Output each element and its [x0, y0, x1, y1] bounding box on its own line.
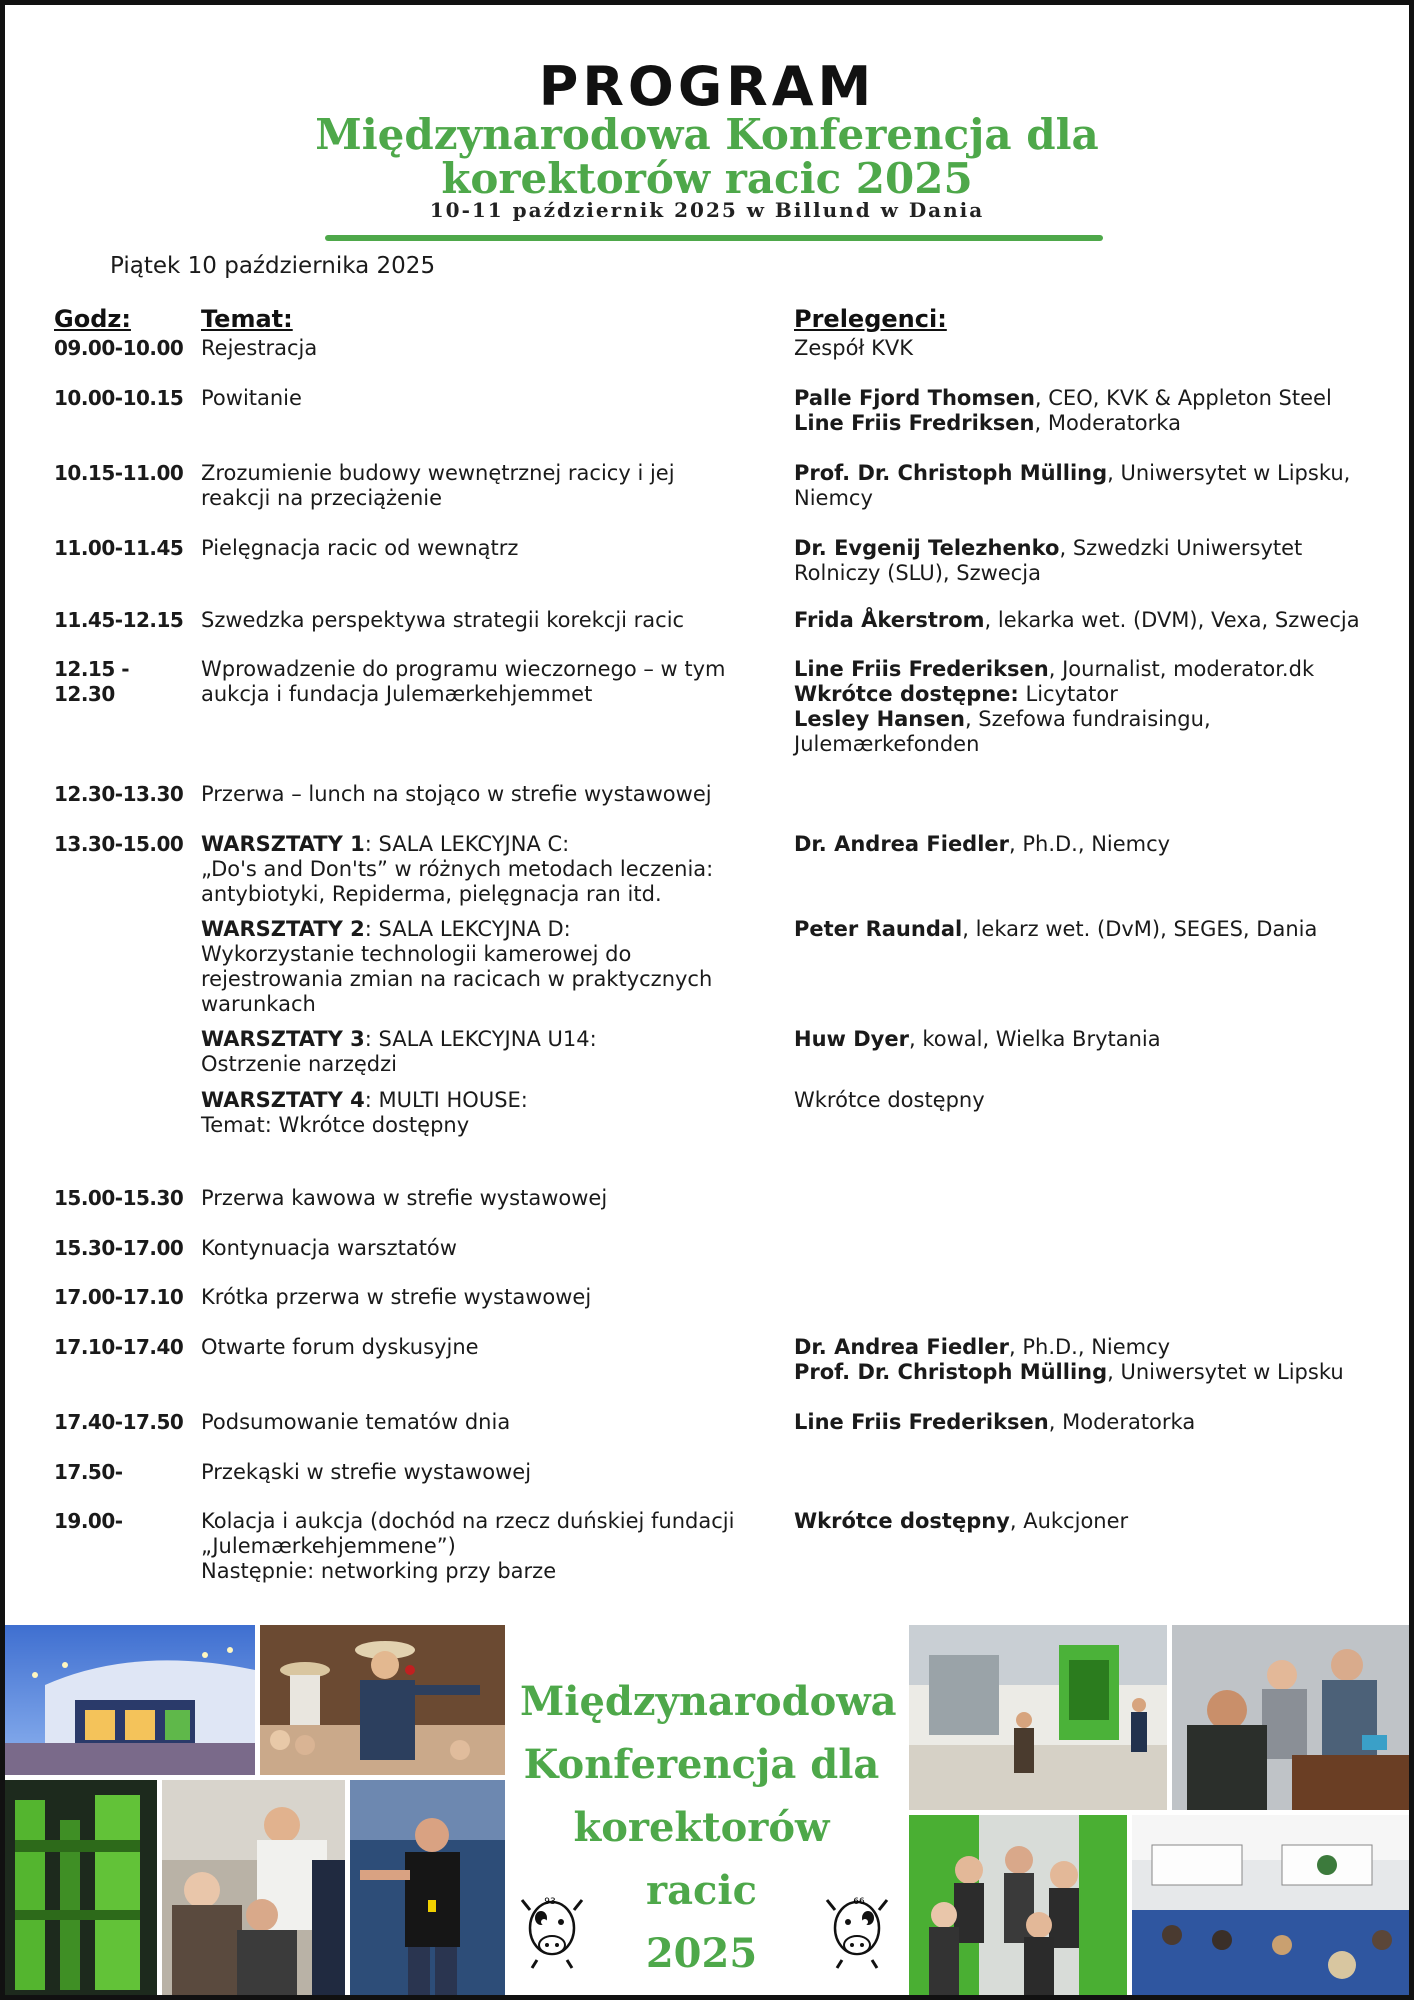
speaker-line [794, 336, 1404, 361]
speaker-name: Frida Åkerstrom [794, 608, 985, 632]
row-topic [201, 336, 771, 361]
row-topic [201, 782, 771, 807]
topic-line: reakcji na przeciążenie [201, 486, 443, 510]
row-topic [201, 1410, 771, 1435]
topic-line: „Julemærkehjemmene”) [201, 1534, 456, 1558]
speaker-affiliation: , Journalist, moderator.dk [1048, 657, 1315, 681]
row-topic [201, 1285, 771, 1310]
workshop-room: : SALA LEKCYJNA D: [364, 917, 571, 941]
workshop-description-line: Wykorzystanie technologii kamerowej do [201, 942, 632, 966]
row-topic [201, 536, 771, 561]
speaker-line [794, 1360, 1404, 1385]
row-time: 19.00- [54, 1509, 123, 1533]
topic-line: Wprowadzenie do programu wieczornego – w tym [201, 657, 726, 681]
workshop-description-line: „Do's and Don'ts” w różnych metodach leczenia: [201, 857, 714, 881]
speaker-name: Dr. Andrea Fiedler [794, 832, 1010, 856]
row-topic [201, 1236, 771, 1261]
workshop-speaker [794, 1027, 1404, 1052]
speaker-line [794, 1509, 1404, 1534]
speaker-name: Wkrótce dostępny [794, 1509, 1010, 1533]
row-speakers [794, 461, 1404, 511]
row-speakers [794, 657, 1404, 757]
row-time: 09.00-10.00 [54, 336, 184, 360]
exhibition-hall-photo [909, 1625, 1167, 1810]
speaker-name: Prof. Dr. Christoph Mülling [794, 1360, 1108, 1384]
speaker-name: Prof. Dr. Christoph Mülling [794, 461, 1108, 485]
workshop-description-line: Ostrzenie narzędzi [201, 1052, 397, 1076]
workshop-2 [201, 917, 771, 1017]
speaker-line [794, 707, 1404, 732]
speaker-affiliation: , Aukcjoner [1009, 1509, 1129, 1533]
row-topic [201, 608, 771, 633]
speaker-name: Huw Dyer [794, 1027, 909, 1051]
speaker-name: Dr. Andrea Fiedler [794, 1335, 1010, 1359]
workshop-heading [201, 1027, 771, 1052]
workshop-description-line: Temat: Wkrótce dostępny [201, 1113, 470, 1137]
row-speakers [794, 1410, 1404, 1435]
speaker-line [794, 1410, 1404, 1435]
workshop-heading [201, 917, 771, 942]
topic-line: Krótka przerwa w strefie wystawowej [201, 1285, 592, 1309]
speaker-affiliation: , Ph.D., Niemcy [1009, 832, 1171, 856]
speaker-line [794, 461, 1404, 486]
topic-line: Rejestracja [201, 336, 318, 360]
speaker-line [794, 561, 1404, 586]
speaker-name: Line Friis Frederiksen [794, 1410, 1049, 1434]
topic-line: Przerwa – lunch na stojąco w strefie wystawowej [201, 782, 712, 806]
speaker-line [794, 1335, 1404, 1360]
row-topic [201, 657, 771, 707]
speaker-name: Line Friis Frederiksen [794, 657, 1049, 681]
cow-mascot-icon [517, 1890, 587, 1970]
row-time: 15.00-15.30 [54, 1186, 184, 1210]
column-header-topic: Temat: [201, 305, 293, 333]
speaker-name: Lesley Hansen [794, 707, 965, 731]
conference-title-line-1: Międzynarodowa Konferencja dla [315, 110, 1099, 159]
speaker-affiliation: Niemcy [794, 486, 873, 510]
workshop-heading [201, 832, 771, 857]
speaker-line [794, 536, 1404, 561]
row-speakers [794, 1509, 1404, 1534]
row-time: 17.00-17.10 [54, 1285, 184, 1309]
workshop-4 [201, 1088, 771, 1138]
row-topic [201, 1460, 771, 1485]
row-time: 10.00-10.15 [54, 386, 184, 410]
speaker-affiliation: , Szefowa fundraisingu, [964, 707, 1211, 731]
conference-title [5, 110, 1409, 203]
speaker-affiliation: Zespół KVK [794, 336, 913, 360]
speaker-affiliation: , CEO, KVK & Appleton Steel [1034, 386, 1332, 410]
speaker-name: Peter Raundal [794, 917, 963, 941]
column-header-speakers: Prelegenci: [794, 305, 947, 333]
venue-photo [5, 1625, 255, 1775]
row-topic [201, 1186, 771, 1211]
speaker-affiliation: , kowal, Wielka Brytania [908, 1027, 1161, 1051]
hoof-trimming-demo-photo [1172, 1625, 1409, 1810]
workshop-speaker [794, 917, 1404, 942]
topic-line: Przekąski w strefie wystawowej [201, 1460, 532, 1484]
row-time: 17.40-17.50 [54, 1410, 184, 1434]
row-speakers [794, 336, 1404, 361]
workshop-name: WARSZTATY 2 [201, 917, 365, 941]
header-divider [325, 235, 1103, 241]
workshop-1 [201, 832, 771, 907]
topic-line: Szwedzka perspektywa strategii korekcji racic [201, 608, 685, 632]
banner-line-1: Międzynarodowa [520, 1678, 897, 1725]
row-time: 17.10-17.40 [54, 1335, 184, 1359]
row-speakers [794, 536, 1404, 586]
banner-line-4: 2025 [645, 1930, 758, 1977]
topic-line: Kolacja i aukcja (dochód na rzecz duńskiej fundacji [201, 1509, 735, 1533]
workshop-room: : SALA LEKCYJNA C: [364, 832, 570, 856]
row-time: 17.50- [54, 1460, 123, 1484]
workshop-room: : MULTI HOUSE: [364, 1088, 528, 1112]
speaker-line [794, 682, 1404, 707]
row-time: 10.15-11.00 [54, 461, 184, 485]
speaker-affiliation: Julemærkefonden [794, 732, 980, 756]
workshop-description-line: warunkach [201, 992, 316, 1016]
workshop-speaker [794, 1088, 1404, 1113]
row-speakers [794, 1335, 1404, 1385]
topic-line: Zrozumienie budowy wewnętrznej racicy i jej [201, 461, 675, 485]
row-time: 12.30-13.30 [54, 782, 184, 806]
workshop-description-line: antybiotyki, Repiderma, pielęgnacja ran itd. [201, 882, 662, 906]
row-time: 12.15 - 12.30 [54, 657, 130, 706]
day-label: Piątek 10 października 2025 [110, 253, 436, 279]
workshop-3 [201, 1027, 771, 1077]
topic-line: Otwarte forum dyskusyjne [201, 1335, 479, 1359]
program-page [5, 5, 1409, 1995]
lecture-hall-photo [1132, 1815, 1409, 1995]
team-celebration-photo [909, 1815, 1127, 1995]
speaker-affiliation: Wkrótce dostępny [794, 1088, 985, 1112]
equipment-photo [5, 1780, 157, 1995]
workshop-name: WARSZTATY 3 [201, 1027, 365, 1051]
row-time: 15.30-17.00 [54, 1236, 184, 1260]
speaker-affiliation: , Ph.D., Niemcy [1009, 1335, 1171, 1359]
workshop-room: : SALA LEKCYJNA U14: [364, 1027, 597, 1051]
speaker-affiliation: , lekarz wet. (DvM), SEGES, Dania [962, 917, 1318, 941]
speaker-name: Wkrótce dostępne: [794, 682, 1019, 706]
conference-date: 10-11 październik 2025 w Billund w Dania [429, 198, 985, 222]
workshop-name: WARSZTATY 1 [201, 832, 365, 856]
row-topic [201, 1509, 771, 1584]
speaker-affiliation: , Szwedzki Uniwersytet [1059, 536, 1303, 560]
row-topic [201, 1335, 771, 1360]
speaker-affiliation: Rolniczy (SLU), Szwecja [794, 561, 1041, 585]
row-topic [201, 461, 771, 511]
speaker-name: Dr. Evgenij Telezhenko [794, 536, 1060, 560]
speaker-line [794, 386, 1404, 411]
topic-line: aukcja i fundacja Julemærkehjemmet [201, 682, 593, 706]
speaker-line [794, 608, 1404, 633]
cow-tag-left: 93 [544, 1897, 556, 1907]
workshop-speaker [794, 832, 1404, 857]
speaker-affiliation: , Uniwersytet w Lipsku [1107, 1360, 1344, 1384]
speaker-affiliation: , Moderatorka [1048, 1410, 1196, 1434]
cow-mascot-icon [822, 1890, 892, 1970]
speaker-cowboy-photo [260, 1625, 505, 1775]
program-title: PROGRAM [538, 55, 876, 118]
column-header-time: Godz: [54, 305, 131, 333]
row-speakers [794, 386, 1404, 436]
speaker-line [794, 486, 1404, 511]
workshop-description-line: rejestrowania zmian na racicach w praktycznych [201, 967, 713, 991]
topic-line: Pielęgnacja racic od wewnątrz [201, 536, 519, 560]
row-time: 13.30-15.00 [54, 832, 184, 856]
speaker-name: Palle Fjord Thomsen [794, 386, 1035, 410]
cow-tag-right: 66 [853, 1897, 865, 1907]
banner-line-2: Konferencja dla [523, 1741, 880, 1788]
topic-line: Przerwa kawowa w strefie wystawowej [201, 1186, 608, 1210]
workshop-discussion-photo [162, 1780, 345, 1995]
topic-line: Podsumowanie tematów dnia [201, 1410, 511, 1434]
speaker-affiliation: Licytator [1018, 682, 1118, 706]
presenter-photo [350, 1780, 505, 1995]
speaker-line [794, 411, 1404, 436]
speaker-name: Line Friis Fredriksen [794, 411, 1035, 435]
speaker-affiliation: , Moderatorka [1034, 411, 1181, 435]
speaker-affiliation: , Uniwersytet w Lipsku, [1107, 461, 1351, 485]
topic-line: Następnie: networking przy barze [201, 1559, 557, 1583]
conference-title-line-2: korektorów racic 2025 [441, 154, 973, 203]
row-time: 11.45-12.15 [54, 608, 184, 632]
speaker-affiliation: , lekarka wet. (DVM), Vexa, Szwecja [984, 608, 1360, 632]
banner-line-3: korektorów racic [573, 1804, 830, 1914]
workshop-heading [201, 1088, 771, 1113]
speaker-line [794, 657, 1404, 682]
workshop-name: WARSZTATY 4 [201, 1088, 365, 1112]
topic-line: Kontynuacja warsztatów [201, 1236, 457, 1260]
row-topic [201, 386, 771, 411]
topic-line: Powitanie [201, 386, 302, 410]
row-speakers [794, 608, 1404, 633]
speaker-line [794, 732, 1404, 757]
row-time: 11.00-11.45 [54, 536, 184, 560]
